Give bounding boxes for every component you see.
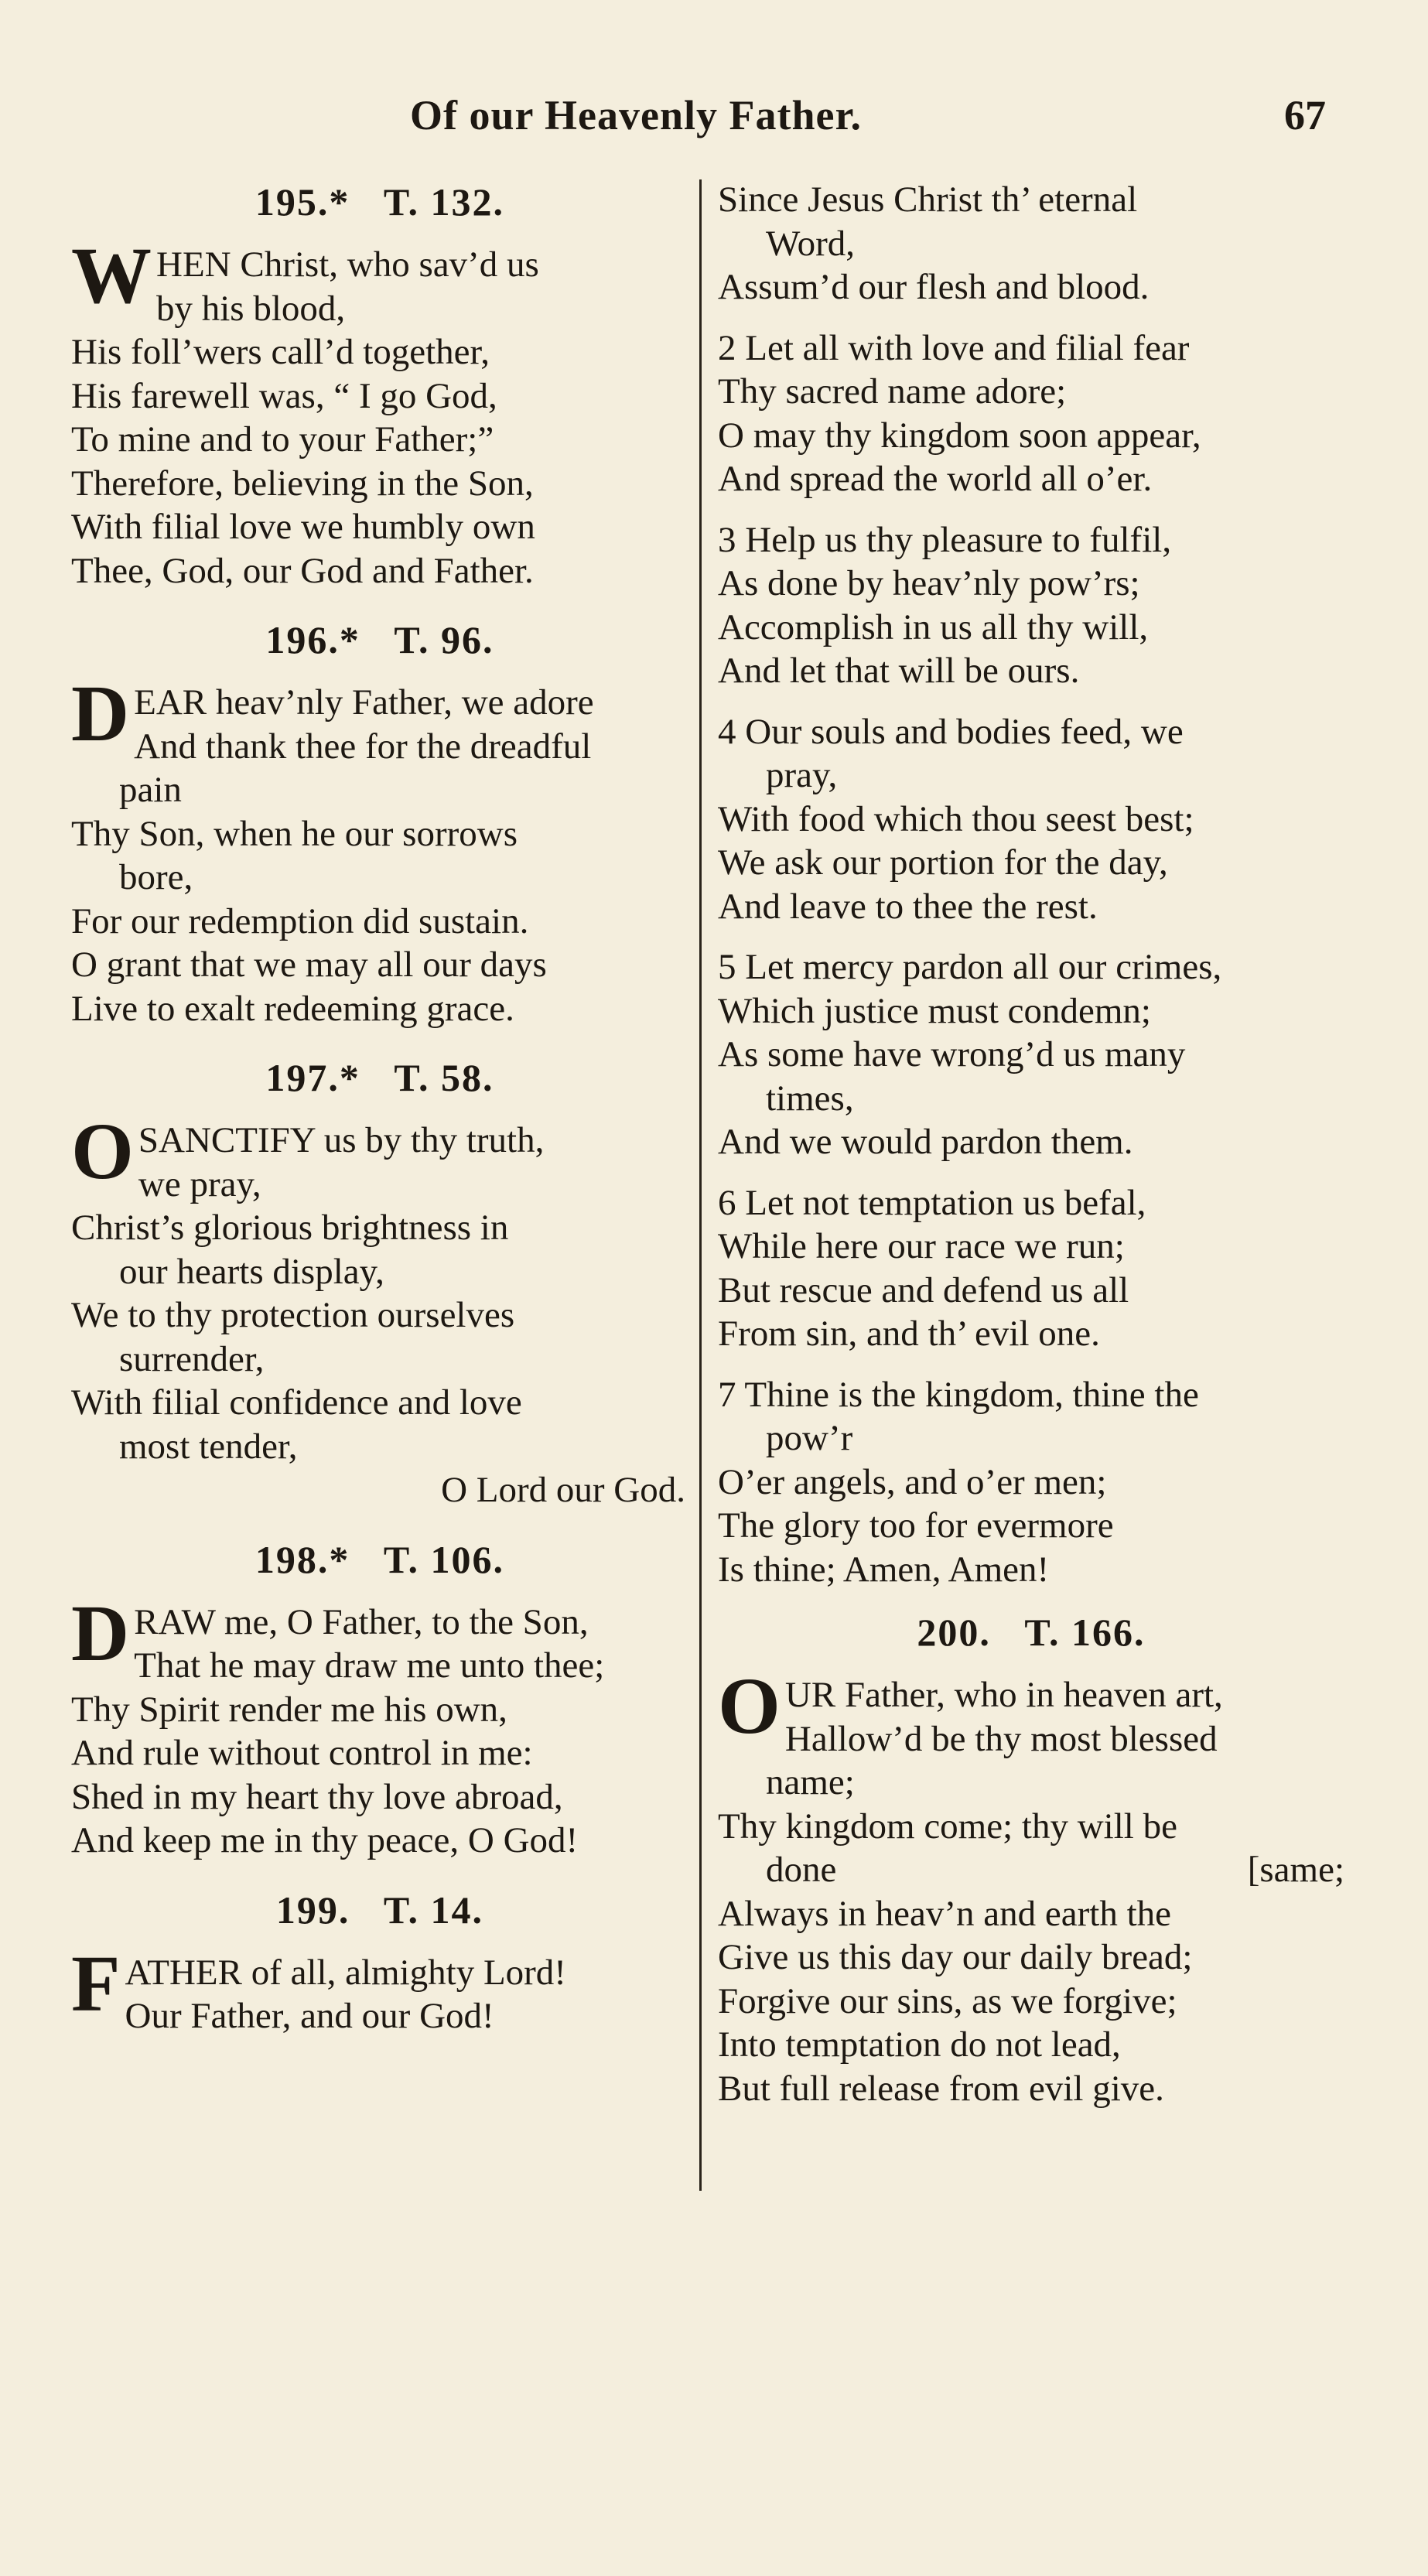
hymn-line: And keep me in thy peace, O God! <box>71 1820 579 1860</box>
hymn-200 <box>718 1608 1344 2110</box>
hymn-line: 4 Our souls and bodies feed, we <box>718 711 1184 752</box>
hymn-line: O Lord our God. <box>441 1470 685 1510</box>
hymn-heading <box>71 1054 688 1102</box>
hymn-line: Therefore, believing in the Son, <box>71 463 534 504</box>
hymn-line: With filial love we humbly own <box>71 507 535 547</box>
hymn-line: Hallow’d be thy most blessed <box>784 1718 1218 1759</box>
hymn-line: by his blood, <box>156 288 346 329</box>
hymn-line: Christ’s glorious brightness in <box>71 1208 509 1248</box>
hymn-line: Assum’d our flesh and blood. <box>718 267 1150 307</box>
hymn-number: 197.* <box>265 1056 360 1099</box>
hymn-line: Into temptation do not lead, <box>718 2024 1121 2065</box>
hymn-line: Thee, God, our God and Father. <box>71 550 534 591</box>
hymn-number: 199. <box>275 1888 350 1932</box>
hymn-line: And we would pardon them. <box>718 1122 1133 1162</box>
hymn-line: pain <box>119 770 182 810</box>
hymn-195 <box>71 178 688 593</box>
hymn-line: O’er angels, and o’er men; <box>718 1461 1107 1502</box>
hymn-number: 195.* <box>255 180 350 224</box>
hymn-line: our hearts display, <box>119 1251 384 1292</box>
tune-number: T. 106. <box>383 1537 505 1581</box>
hymn-line: pow’r <box>766 1418 853 1458</box>
tune-number: T. 58. <box>394 1056 494 1099</box>
hymn-199-continuation <box>718 178 1344 309</box>
hymn-number: 196.* <box>265 618 360 661</box>
left-column <box>71 178 688 2062</box>
hymn-line: name; <box>766 1762 855 1802</box>
hymn-line: Shed in my heart thy love abroad, <box>71 1776 563 1817</box>
hymn-heading <box>71 178 688 226</box>
drop-cap-initial: O <box>718 1662 781 1751</box>
hymn-heading <box>71 616 688 664</box>
stanza-6 <box>718 1181 1344 1356</box>
hymn-heading <box>718 1608 1344 1656</box>
hymn-line: That he may draw me unto thee; <box>134 1645 605 1686</box>
tune-number: T. 14. <box>383 1888 484 1932</box>
hymn-line: And leave to thee the rest. <box>718 886 1098 927</box>
hymn-line: FATHER of all, almighty Lord! <box>71 1939 566 2028</box>
hymn-196 <box>71 616 688 1030</box>
hymn-line: Which justice must condemn; <box>718 990 1151 1031</box>
stanza-3 <box>718 518 1344 693</box>
hymn-line: But rescue and defend us all <box>718 1269 1129 1310</box>
hymn-line: But full release from evil give. <box>718 2068 1164 2109</box>
hymn-line: And thank thee for the dreadful <box>134 726 592 767</box>
hymn-line: Thy Son, when he our sorrows <box>71 813 518 854</box>
hymn-line: While here our race we run; <box>718 1226 1125 1266</box>
hymn-line: We ask our portion for the day, <box>718 842 1168 883</box>
hymn-line: DEAR heav’nly Father, we adore <box>71 669 594 758</box>
hymn-line: To mine and to your Father;” <box>71 419 494 460</box>
hymn-line: O grant that we may all our days <box>71 945 547 985</box>
hymn-line: most tender, <box>119 1426 298 1467</box>
hymn-199 <box>71 1886 688 2038</box>
hymn-line: times, <box>766 1078 854 1119</box>
hymn-line: Thy sacred name adore; <box>718 371 1067 412</box>
hymn-line: O may thy kingdom soon appear, <box>718 415 1201 456</box>
hymn-line: And let that will be ours. <box>718 651 1080 691</box>
hymn-line: As done by heav’nly pow’rs; <box>718 563 1140 603</box>
stanza-4 <box>718 710 1344 929</box>
hymn-line: As some have wrong’d us many <box>718 1034 1186 1074</box>
stanza-2 <box>718 326 1344 501</box>
hymn-line: And spread the world all o’er. <box>718 459 1153 499</box>
hymn-line: Since Jesus Christ th’ eternal <box>718 179 1138 220</box>
hymn-line: His foll’wers call’d together, <box>71 332 490 372</box>
tune-number: T. 96. <box>394 618 494 661</box>
hymn-line: Forgive our sins, as we forgive; <box>718 1980 1177 2021</box>
hymn-line: DRAW me, O Father, to the Son, <box>71 1588 589 1678</box>
stanza-5 <box>718 945 1344 1164</box>
hymn-line: done [same; <box>766 1850 1344 1890</box>
drop-cap-initial: W <box>71 231 152 320</box>
hymn-heading <box>71 1536 688 1584</box>
hymn-line: His farewell was, “ I go God, <box>71 375 497 416</box>
hymn-line: 6 Let not temptation us befal, <box>718 1182 1146 1223</box>
hymn-heading <box>71 1886 688 1934</box>
hymn-line: we pray, <box>138 1163 261 1204</box>
tune-number: T. 132. <box>383 180 505 224</box>
hymn-line: And rule without control in me: <box>71 1733 533 1773</box>
hymn-line: Is thine; Amen, Amen! <box>718 1549 1050 1590</box>
hymn-line: Live to exalt redeeming grace. <box>71 988 514 1029</box>
hymn-line: surrender, <box>119 1338 265 1379</box>
hymn-line: Word, <box>766 223 855 264</box>
hymn-line: OUR Father, who in heaven art, <box>718 1662 1223 1751</box>
hymn-line: Give us this day our daily bread; <box>718 1937 1193 1977</box>
hymn-line: WHEN Christ, who sav’d us <box>71 231 539 320</box>
hymn-line: For our redemption did sustain. <box>71 900 529 941</box>
hymn-line: 2 Let all with love and filial fear <box>718 327 1190 368</box>
hymn-line: With food which thou seest best; <box>718 798 1194 839</box>
hymn-line: Thy kingdom come; thy will be <box>718 1806 1177 1847</box>
hymn-line: We to thy protection ourselves <box>71 1295 515 1335</box>
page-header <box>0 91 1428 153</box>
hymn-line: With filial confidence and love <box>71 1382 522 1423</box>
hymn-number: 200. <box>917 1611 991 1654</box>
drop-cap-initial: D <box>71 1588 130 1678</box>
hymn-number: 198.* <box>255 1537 350 1581</box>
hymn-line: 7 Thine is the kingdom, thine the <box>718 1374 1199 1415</box>
hymn-line: Accomplish in us all thy will, <box>718 606 1149 647</box>
hymn-line: Thy Spirit render me his own, <box>71 1689 507 1730</box>
drop-cap-initial: O <box>71 1107 134 1196</box>
hymn-197 <box>71 1054 688 1512</box>
hymn-line: Our Father, and our God! <box>125 1996 494 2036</box>
hymn-line: O SANCTIFY us by thy truth, <box>71 1107 545 1196</box>
tune-number: T. 166. <box>1024 1611 1146 1654</box>
hymn-line: bore, <box>119 857 193 897</box>
hymn-line: Always in heav’n and earth the <box>718 1893 1171 1934</box>
hymn-line: From sin, and th’ evil one. <box>718 1314 1100 1354</box>
stanza-7 <box>718 1373 1344 1592</box>
hymn-line: 3 Help us thy pleasure to fulfil, <box>718 519 1172 560</box>
column-divider <box>699 179 702 2191</box>
hymn-line: pray, <box>766 755 838 795</box>
page-number: 67 <box>1284 92 1326 138</box>
drop-cap-initial: D <box>71 669 130 758</box>
hymn-line: The glory too for evermore <box>718 1505 1114 1546</box>
right-column <box>718 178 1344 2134</box>
drop-cap-initial: F <box>71 1939 121 2028</box>
running-title: Of our Heavenly Father. <box>410 92 862 138</box>
hymn-198 <box>71 1536 688 1863</box>
hymn-line: 5 Let mercy pardon all our crimes, <box>718 947 1222 987</box>
